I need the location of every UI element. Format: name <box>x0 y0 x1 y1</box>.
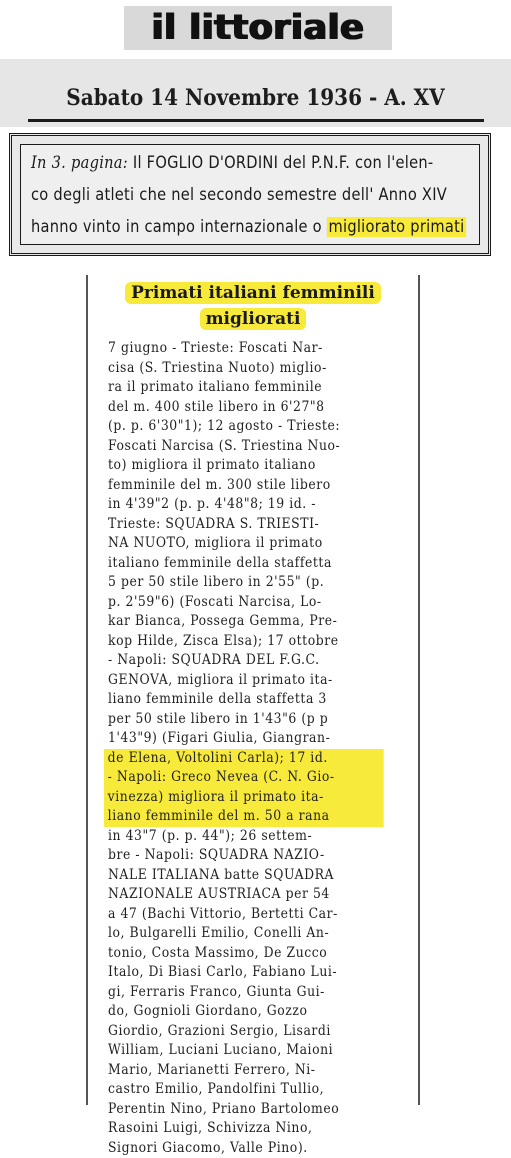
notice-lead: In 3. pagina: <box>31 153 128 173</box>
article-line: Trieste: SQUADRA S. TRIESTI- <box>108 515 384 535</box>
article-line: castro Emilio, Pandolfini Tullio, <box>108 1080 384 1100</box>
article-line: Rasoini Luigi, Schivizza Nino, <box>108 1119 384 1139</box>
article-line: 7 giugno - Trieste: Foscati Nar- <box>108 339 384 359</box>
article-line: del m. 400 stile libero in 6'27"8 <box>108 398 384 418</box>
notice-text: Il FOGLIO D'ORDINI del P.N.F. con l'elen- <box>128 153 433 173</box>
article-line: vinezza) migliora il primato ita- <box>104 788 384 808</box>
masthead-title: il littoriale <box>124 6 392 50</box>
article-line: de Elena, Voltolini Carla); 17 id. <box>104 749 384 769</box>
article-line: in 4'39"2 (p. p. 4'48"8; 19 id. - <box>108 495 384 515</box>
article-line: William, Luciani Luciano, Maioni <box>108 1041 384 1061</box>
article-line: in 43"7 (p. p. 44"); 26 settem- <box>108 827 384 847</box>
notice-text: hanno vinto in campo internazionale o <box>31 217 327 237</box>
notice-frame <box>20 144 480 245</box>
article-line: NAZIONALE AUSTRIACA per 54 <box>108 885 384 905</box>
dateline-text: Sabato 14 Novembre 1936 - A. XV <box>0 84 511 111</box>
article-line: a 47 (Bachi Vittorio, Bertetti Car- <box>108 905 384 925</box>
article-line: ra il primato italiano femminile <box>108 378 384 398</box>
article-line: bre - Napoli: SQUADRA NAZIO- <box>108 846 384 866</box>
article-headline-1: Primati italiani femminili <box>88 283 418 303</box>
article-line: do, Gognioli Giordano, Gozzo <box>108 1002 384 1022</box>
article-line: Giordio, Grazioni Sergio, Lisardi <box>108 1022 384 1042</box>
notice-line-1 <box>31 149 408 177</box>
article-column <box>86 275 420 1105</box>
article-line: (p. p. 6'30"1); 12 agosto - Trieste: <box>108 417 384 437</box>
article-body <box>108 339 408 1158</box>
notice-line-2 <box>31 181 408 209</box>
article-line: - Napoli: SQUADRA DEL F.G.C. <box>108 651 384 671</box>
dateline-rule <box>28 119 484 122</box>
article-line: gi, Ferraris Franco, Giunta Gui- <box>108 983 384 1003</box>
article-headline-2: migliorati <box>88 309 418 329</box>
notice-text: co degli atleti che nel secondo semestre dell' Anno XIV <box>31 185 447 205</box>
article-line: femminile del m. 300 stile libero <box>108 476 384 496</box>
article-line: Signori Giacomo, Valle Pino). <box>108 1139 384 1158</box>
article-line: italiano femminile della staffetta <box>108 554 384 574</box>
article-line: per 50 stile libero in 1'43"6 (p p <box>108 710 384 730</box>
article-line: GENOVA, migliora il primato ita- <box>108 671 384 691</box>
article-line: cisa (S. Triestina Nuoto) miglio- <box>108 359 384 379</box>
article-line: tonio, Costa Massimo, De Zucco <box>108 944 384 964</box>
article-line: Mario, Marianetti Ferrero, Ni- <box>108 1061 384 1081</box>
article-line: lo, Bulgarelli Emilio, Conelli An- <box>108 924 384 944</box>
article-line: Italo, Di Biasi Carlo, Fabiano Lui- <box>108 963 384 983</box>
article-line: kar Bianca, Possega Gemma, Pre- <box>108 612 384 632</box>
article-line: - Napoli: Greco Nevea (C. N. Gio- <box>104 768 384 788</box>
notice-highlight: migliorato primati <box>327 217 466 237</box>
article-line: 5 per 50 stile libero in 2'55" (p. <box>108 573 384 593</box>
article-line: liano femminile della staffetta 3 <box>108 690 384 710</box>
article-line: NA NUOTO, migliora il primato <box>108 534 384 554</box>
article-line: kop Hilde, Zisca Elsa); 17 ottobre <box>108 632 384 652</box>
article-line: 1'43"9) (Figari Giulia, Giangran- <box>108 729 384 749</box>
article-line: to) migliora il primato italiano <box>108 456 384 476</box>
article-line: Foscati Narcisa (S. Triestina Nuo- <box>108 437 384 457</box>
notice-line-3 <box>31 213 408 241</box>
article-line: NALE ITALIANA batte SQUADRA <box>108 866 384 886</box>
article-line: liano femminile del m. 50 a rana <box>104 807 384 827</box>
article-line: Perentin Nino, Priano Bartolomeo <box>108 1100 384 1120</box>
article-line: p. 2'59"6) (Foscati Narcisa, Lo- <box>108 593 384 613</box>
dateline-band <box>0 59 511 127</box>
notice-box <box>9 133 491 256</box>
masthead <box>124 6 392 50</box>
